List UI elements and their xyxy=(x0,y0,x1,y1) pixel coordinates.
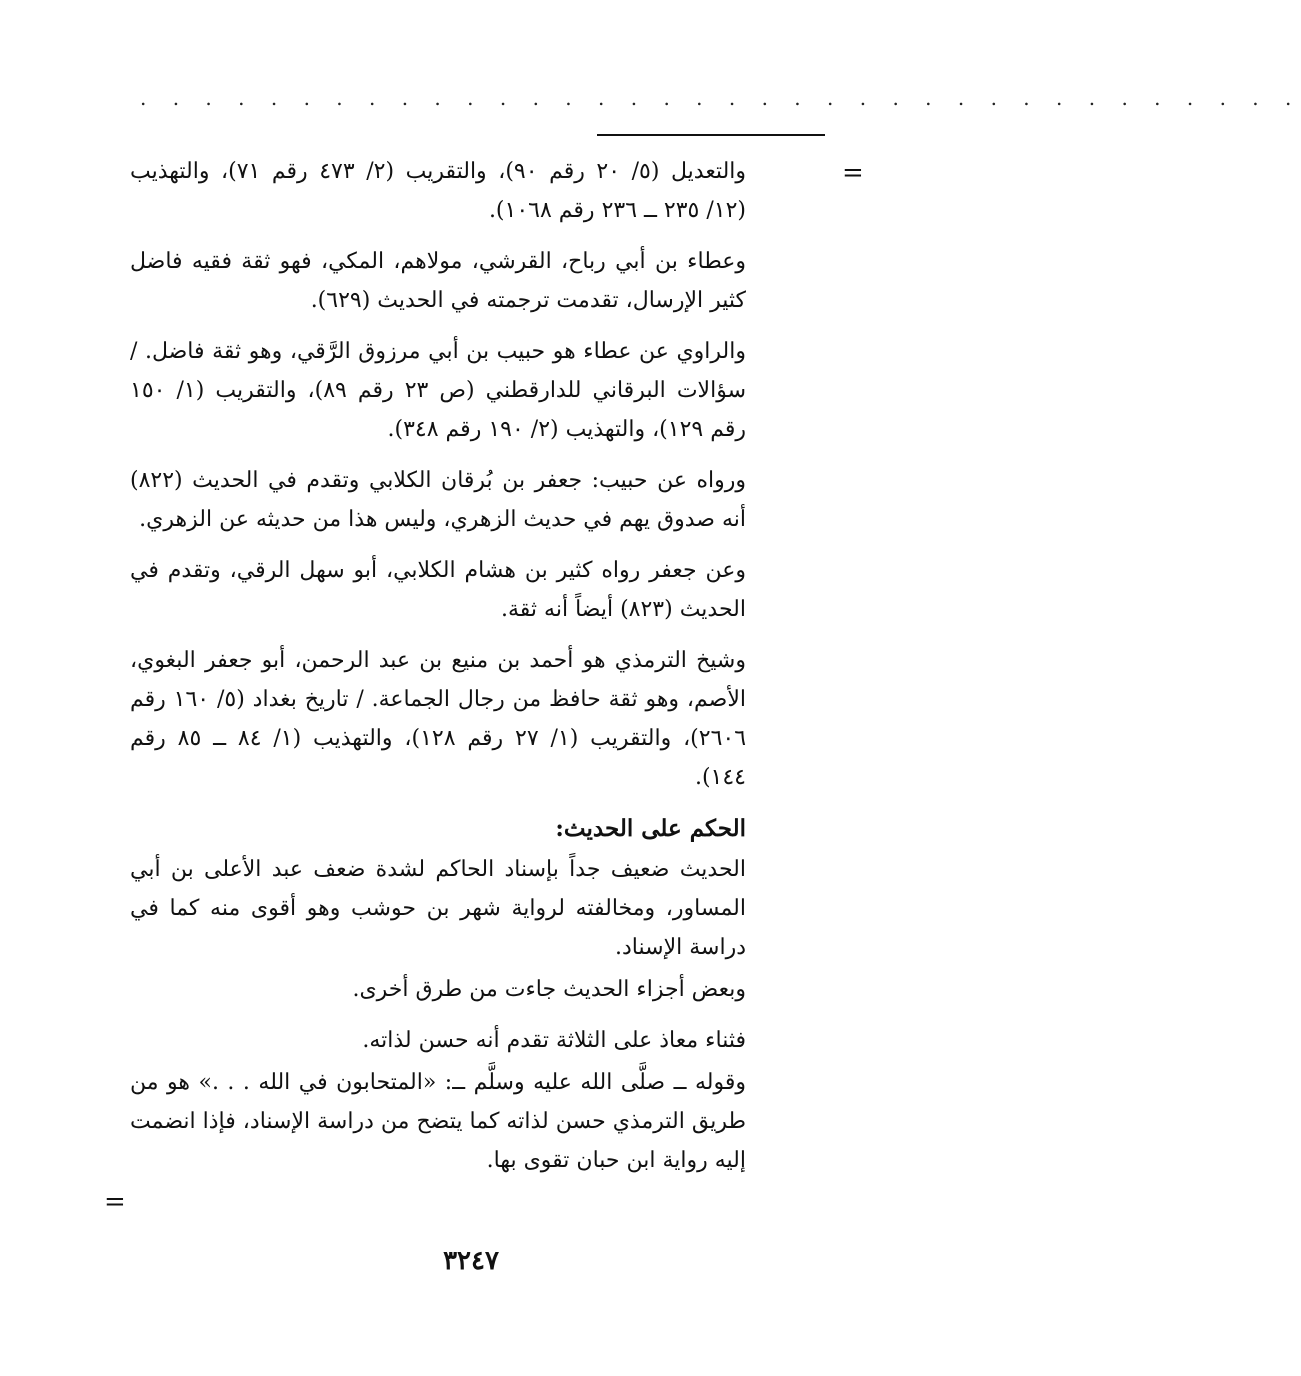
ruling-paragraph-other-routes: وبعض أجزاء الحديث جاءت من طرق أخرى. xyxy=(352,977,746,1002)
paragraph-ata: وعطاء بن أبي رباح، القرشي، مولاهم، المكي، فهو ثقة فقيه فاضل كثير الإرسال، تقدمت ترجمته في الحديث (٦٢٩). xyxy=(130,249,746,313)
ruling-paragraph-weak: الحديث ضعيف جداً بإسناد الحاكم لشدة ضعف عبد الأعلى بن أبي المساور، ومخالفته لرواية شهر بن حوشب وهو أقوى منه كما في دراسة الإسناد. xyxy=(130,857,746,960)
continuation-mark-bottom: = xyxy=(104,1187,126,1217)
ruling-paragraph-muadh: فثناء معاذ على الثلاثة تقدم أنه حسن لذاته. xyxy=(362,1028,746,1053)
paragraph-tadil: والتعديل (٥/ ٢٠ رقم ٩٠)، والتقريب (٢/ ٤٧٣ رقم ٧١)، والتهذيب (١٢/ ٢٣٥ ــ ٢٣٦ رقم ١٠٦٨). xyxy=(130,159,747,223)
paragraph-jafar: ورواه عن حبيب: جعفر بن بُرقان الكلابي وتقدم في الحديث (٨٢٢) أنه صدوق يهم في حديث الزهري، وليس هذا من حديثه عن الزهري. xyxy=(130,468,746,532)
dotted-separator: . . . . . . . . . . . . . . . . . . . . . . . . . . . . . . . . . . . . xyxy=(140,86,1301,110)
page-number: ٣٢٤٧ xyxy=(443,1246,499,1276)
paragraph-kathir: وعن جعفر رواه كثير بن هشام الكلابي، أبو سهل الرقي، وتقدم في الحديث (٨٢٣) أيضاً أنه ثقة. xyxy=(130,558,746,622)
footnote-rule xyxy=(597,134,825,136)
paragraph-habib: والراوي عن عطاء هو حبيب بن أبي مرزوق الرَّقي، وهو ثقة فاضل. / سؤالات البرقاني للدارقطني (ص ٢٣ رقم ٨٩)، والتقريب (١/ ١٥٠ رقم ١٢٩)، والتهذيب (٢/ ١٩٠ رقم ٣٤٨). xyxy=(130,339,747,442)
ruling-heading: الحكم على الحديث: xyxy=(555,815,746,842)
continuation-mark-top: = xyxy=(842,158,864,188)
paragraph-ahmad-ibn-mani: وشيخ الترمذي هو أحمد بن منيع بن عبد الرحمن، أبو جعفر البغوي، الأصم، وهو ثقة حافظ من رجال الجماعة. / تاريخ بغداد (٥/ ١٦٠ رقم ٢٦٠٦)، والتقريب (١/ ٢٧ رقم ١٢٨)، والتهذيب (١/ ٨٤ ــ ٨٥ رقم ١٤٤). xyxy=(130,648,747,790)
ruling-paragraph-mutahabbun: وقوله ــ صلَّى الله عليه وسلَّم ــ: «المتحابون في الله . . .» هو من طريق الترمذي حسن لذاته كما يتضح من دراسة الإسناد، فإذا انضمت إليه رواية ابن حبان تقوى بها. xyxy=(130,1070,746,1173)
footnote-body xyxy=(130,152,746,1192)
